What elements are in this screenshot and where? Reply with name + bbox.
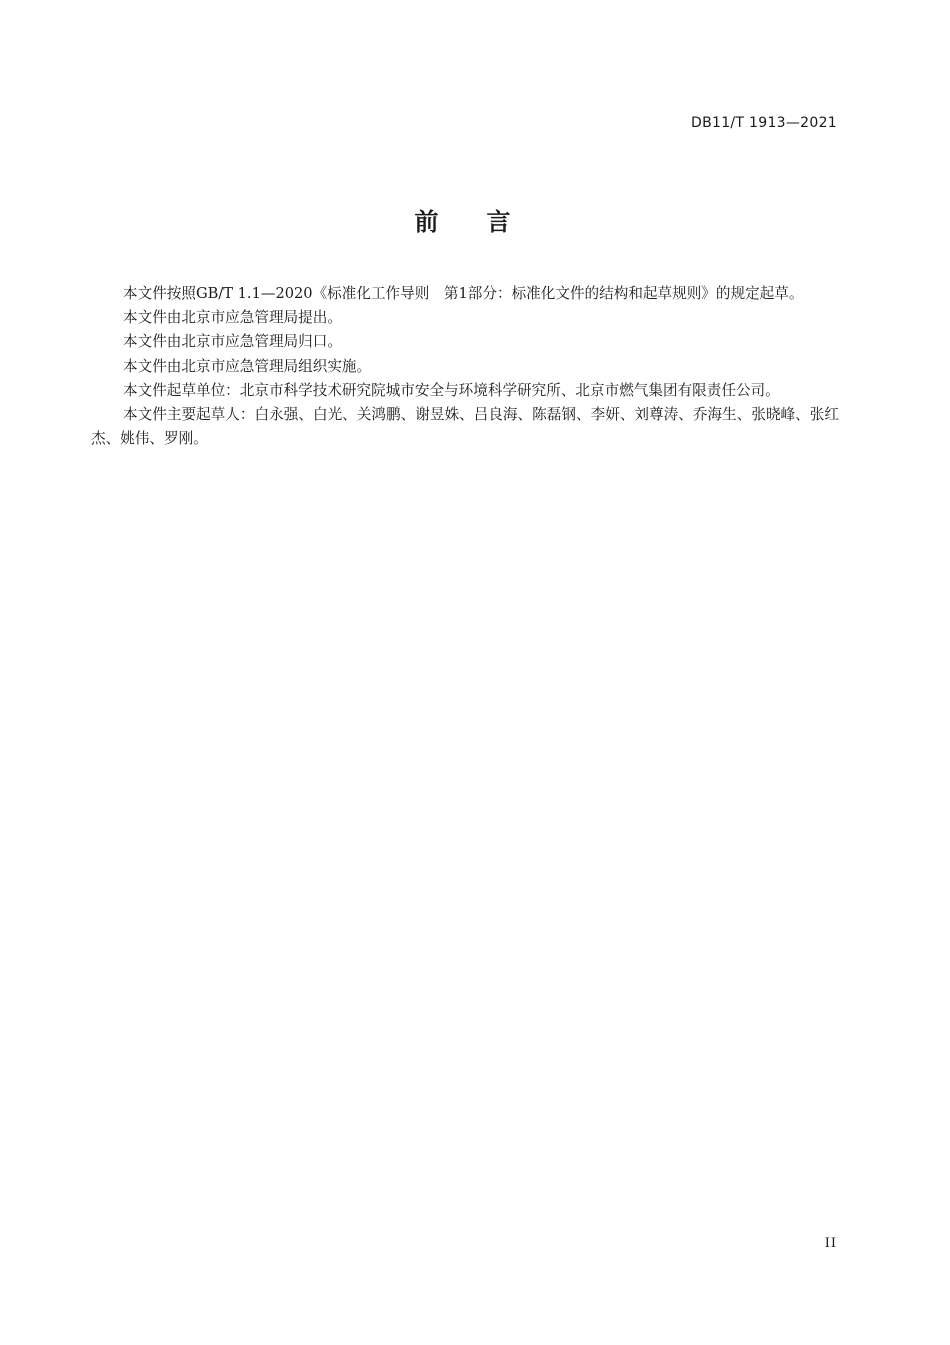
page-number: II bbox=[824, 1236, 837, 1251]
title-char-left: 前 bbox=[414, 208, 439, 236]
page-title bbox=[0, 202, 925, 237]
title-char-right: 言 bbox=[486, 208, 511, 236]
paragraph-administrator: 本文件由北京市应急管理局归口。 bbox=[123, 333, 342, 351]
paragraph-proposer: 本文件由北京市应急管理局提出。 bbox=[123, 309, 342, 327]
paragraph-implementer: 本文件由北京市应急管理局组织实施。 bbox=[123, 357, 372, 375]
document-code: DB11/T 1913—2021 bbox=[691, 115, 837, 131]
paragraph-drafters: 本文件主要起草人：白永强、白光、关鸿鹏、谢昱姝、吕良海、陈磊钢、李妍、刘尊涛、乔海生、张晓峰、张红杰、姚伟、罗刚。 bbox=[91, 406, 839, 448]
paragraph-drafting-units: 本文件起草单位：北京市科学技术研究院城市安全与环境科学研究所、北京市燃气集团有限责任公司。 bbox=[123, 381, 780, 399]
preface-body bbox=[91, 282, 839, 451]
paragraph-standard-basis: 本文件按照GB/T 1.1—2020《标准化工作导则 第1部分：标准化文件的结构和起草规则》的规定起草。 bbox=[123, 285, 804, 302]
